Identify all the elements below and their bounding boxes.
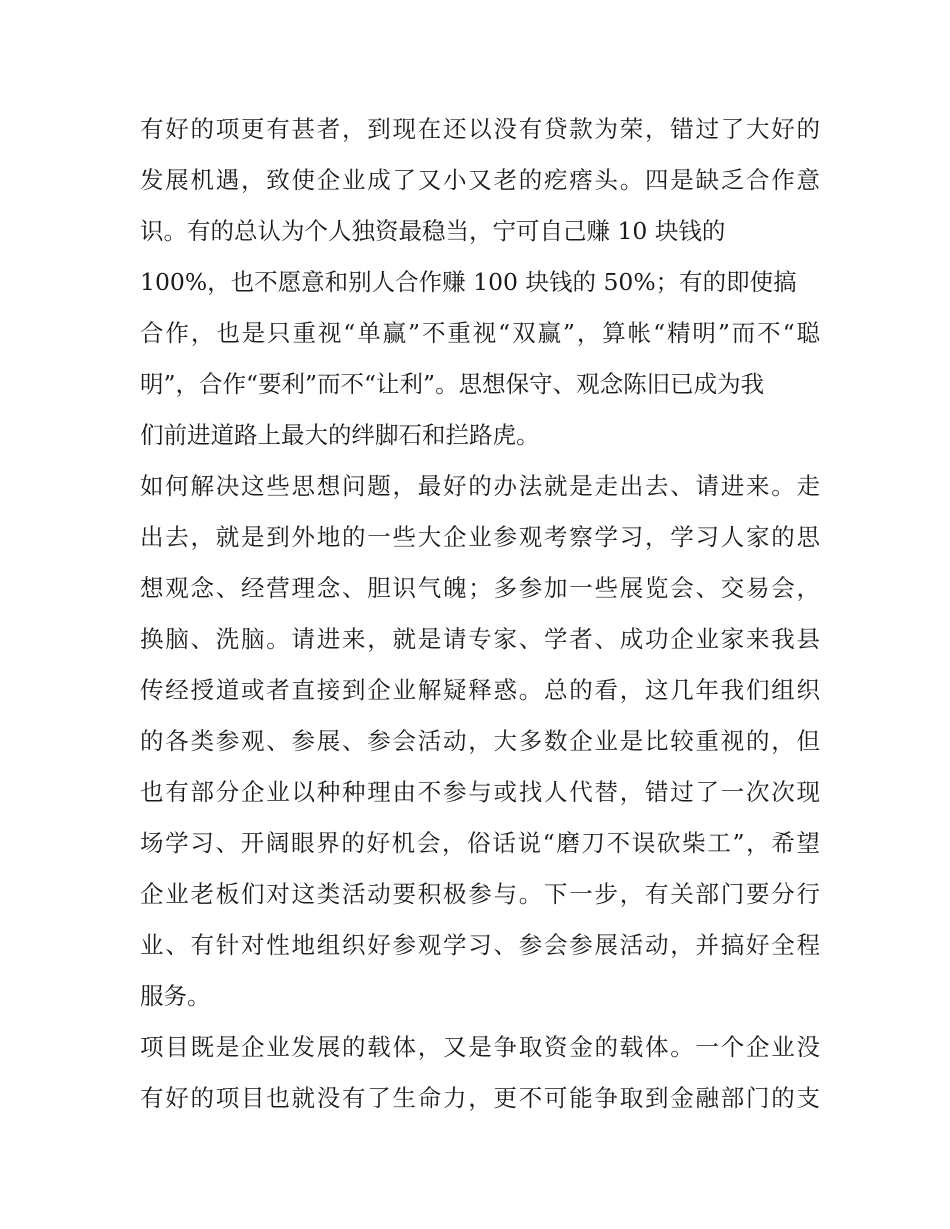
body-text	[140, 104, 820, 1124]
text-line: 传经授道或者直接到企业解疑释惑。总的看，这几年我们组织	[140, 676, 820, 704]
text-line: 100%，也不愿意和别人合作赚 100 块钱的 50%；有的即使搞	[140, 268, 797, 296]
text-line: 发展机遇，致使企业成了又小又老的疙瘩头。四是缺乏合作意	[140, 166, 820, 194]
text-line: 合作，也是只重视“单赢”不重视“双赢”，算帐“精明”而不“聪	[140, 319, 820, 347]
text-line: 明”，合作“要利”而不“让利”。思想保守、观念陈旧已成为我	[140, 370, 765, 398]
text-line: 有好的项更有甚者，到现在还以没有贷款为荣，错过了大好的	[140, 115, 820, 143]
text-line: 服务。	[140, 982, 211, 1010]
text-line: 业、有针对性地组织好参观学习、参会参展活动，并搞好全程	[140, 931, 820, 959]
text-line: 换脑、洗脑。请进来，就是请专家、学者、成功企业家来我县	[140, 625, 820, 653]
text-line: 出去，就是到外地的一些大企业参观考察学习，学习人家的思	[140, 523, 820, 551]
text-line: 企业老板们对这类活动要积极参与。下一步，有关部门要分行	[140, 880, 820, 908]
text-line: 场学习、开阔眼界的好机会，俗话说“磨刀不误砍柴工”，希望	[140, 829, 820, 857]
text-line: 识。有的总认为个人独资最稳当，宁可自己赚 10 块钱的	[140, 217, 726, 245]
text-line: 如何解决这些思想问题，最好的办法就是走出去、请进来。走	[140, 472, 820, 500]
text-line: 想观念、经营理念、胆识气魄；多参加一些展览会、交易会，	[140, 574, 820, 602]
text-line: 有好的项目也就没有了生命力，更不可能争取到金融部门的支	[140, 1084, 820, 1112]
text-line: 们前进道路上最大的绊脚石和拦路虎。	[140, 421, 540, 449]
text-line: 项目既是企业发展的载体，又是争取资金的载体。一个企业没	[140, 1033, 820, 1061]
text-line: 也有部分企业以种种理由不参与或找人代替，错过了一次次现	[140, 778, 820, 806]
text-line: 的各类参观、参展、参会活动，大多数企业是比较重视的，但	[140, 727, 820, 755]
